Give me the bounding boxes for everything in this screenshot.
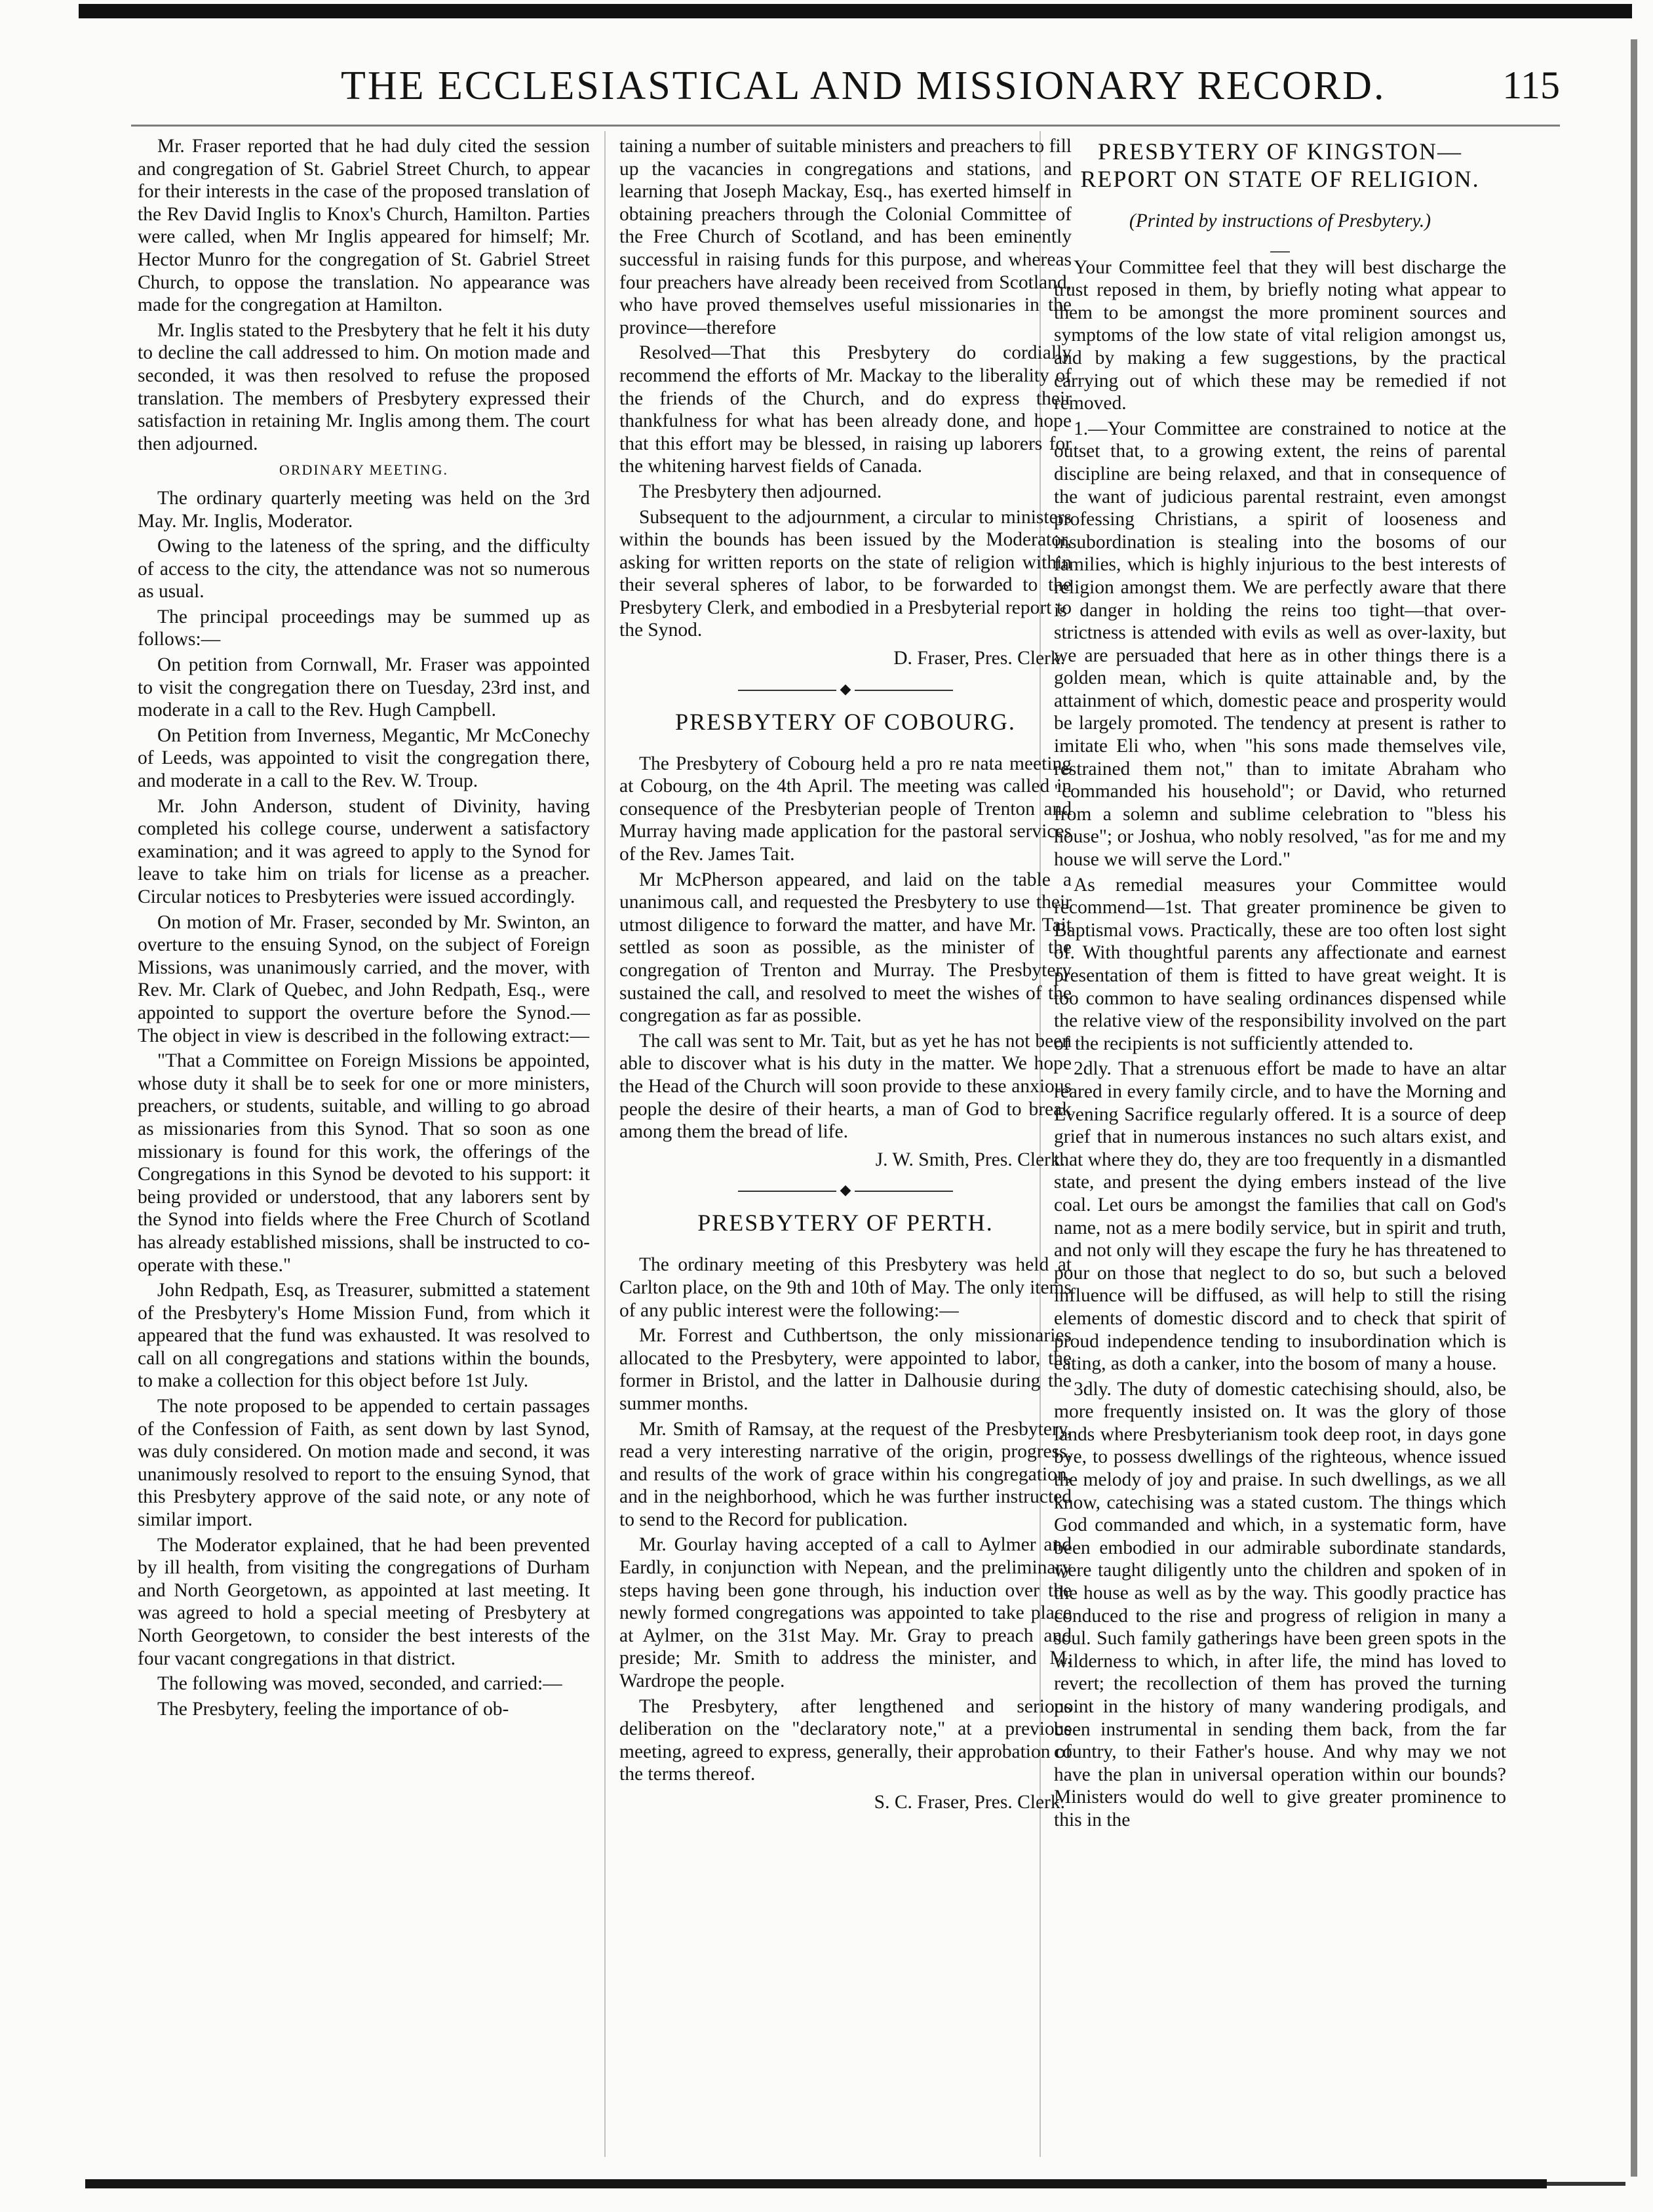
right-page-edge <box>1631 39 1637 2177</box>
short-rule: — <box>1270 239 1290 261</box>
column-left <box>138 135 590 2154</box>
paragraph: Mr. Fraser reported that he had duly cited the session and congregation of St. Gabriel Street Church, to appear for their interests in the case of the proposed translation of the Rev David Inglis to Knox's Church, Hamilton. Parties were called, when Mr Inglis appeared for himself; Mr. Hector Munro for the congregation of St. Gabriel Street Church, to oppose the translation. No appearance was made for the congregation at Hamilton. <box>138 136 590 316</box>
signature-clerk: J. W. Smith, Pres. Clerk. <box>875 1149 1065 1170</box>
quoted-extract: "That a Committee on Foreign Missions be appointed, whose duty it shall be to seek for one or more ministers, preachers, or students, suitable, and willing to go abroad as missionaries from this Synod. That so soon as one missionary is found for this work, the offerings of the Congregations in this Synod be devoted to his support: it being provided or understood, that any laborers sent by the Synod into fields where the Free Church of Scotland has already established missions, shall be instructed to co-operate with these." <box>138 1050 590 1276</box>
paragraph: The Moderator explained, that he had been prevented by ill health, from visiting the congregations of Durham and North Georgetown, as appointed at last meeting. It was agreed to hold a special meeting of Presbytery at North Georgetown, to consider the best interests of the four vacant congregations in that district. <box>138 1534 590 1669</box>
paragraph: Owing to the lateness of the spring, and the difficulty of access to the city, the attendance was not so numerous as usual. <box>138 536 590 602</box>
paragraph: Mr McPherson appeared, and laid on the table a unanimous call, and requested the Presbytery to use their utmost diligence to forward the matter, and have Mr. Tait settled as soon as possible, as the minister of the congregation of Trenton and Murray. The Presbytery sustained the call, and resolved to meet the wishes of the congregation as far as possible. <box>619 869 1072 1027</box>
heading-presbytery-cobourg: PRESBYTERY OF COBOURG. <box>675 708 1016 735</box>
paragraph: Mr. Smith of Ramsay, at the request of the Presbytery, read a very interesting narrative of the origin, progress, and results of the work of grace within his congregation, and in the neighborhood, which he was further instructed to send to the Record for publication. <box>619 1418 1072 1530</box>
heading-presbytery-perth: PRESBYTERY OF PERTH. <box>697 1210 994 1236</box>
header-rule <box>131 125 1560 127</box>
paragraph: The principal proceedings may be summed up as follows:— <box>138 606 590 650</box>
bottom-border-tail <box>1547 2182 1625 2186</box>
paragraph: On Petition from Inverness, Megantic, Mr McConechy of Leeds, was appointed to visit the congregation there, and moderate in a call to the Rev. W. Troup. <box>138 724 590 792</box>
paragraph: 2dly. That a strenuous effort be made to have an altar reared in every family circle, and to have the Morning and Evening Sacrifice regularly offered. It is a source of deep grief that in numerous instances no such altars exist, and that where they do, they are too frequently in a dismantled state, and present the dying embers instead of the live coal. Let ours be amongst the families that call on God's name, not as a mere bodily service, but in spirit and truth, and not only will they escape the fury he has threatened to pour on those that neglect to do so, but such a beloved influence will be diffused, as will help to still the rising elements of domestic discord and to check that spirit of proud independence tending to insubordination which is eating, as doth a canker, into the bosom of many a house. <box>1054 1058 1506 1375</box>
subheading-ordinary-meeting: ORDINARY MEETING. <box>279 462 449 479</box>
printed-note: (Printed by instructions of Presbytery.) <box>1129 210 1431 231</box>
paragraph: The ordinary quarterly meeting was held on the 3rd May. Mr. Inglis, Moderator. <box>138 487 590 532</box>
paragraph: The following was moved, seconded, and carried:— <box>157 1673 562 1695</box>
paragraph: On petition from Cornwall, Mr. Fraser was appointed to visit the congregation there on Tuesday, 23rd inst, and moderate in a call to the Rev. Hugh Campbell. <box>138 654 590 721</box>
page-title: THE ECCLESIASTICAL AND MISSIONARY RECORD. <box>341 64 1386 108</box>
bottom-border-bar <box>85 2179 1547 2188</box>
signature-clerk: D. Fraser, Pres. Clerk. <box>893 648 1065 669</box>
paragraph: The note proposed to be appended to certain passages of the Confession of Faith, as sent down by last Synod, was duly considered. On motion made and second, it was unanimously resolved to report to the ensuing Synod, that this Presbytery approve of the said note, or any note of similar import. <box>138 1396 590 1531</box>
paragraph: John Redpath, Esq, as Treasurer, submitted a statement of the Presbytery's Home Mission Fund, from which it appeared that the fund was exhausted. It was resolved to call on all congregations and stations within the bounds, to make a collection for this object before 1st July. <box>138 1280 590 1392</box>
paragraph: On motion of Mr. Fraser, seconded by Mr. Swinton, an overture to the ensuing Synod, on the subject of Foreign Missions, was unanimously carried, and the mover, with Rev. Mr. Clark of Quebec, and John Redpath, Esq., were appointed to support the overture before the Synod.— The object in view is described in the following extract:— <box>138 911 590 1046</box>
paragraph: The ordinary meeting of this Presbytery was held at Carlton place, on the 9th and 10th of May. The only items of any public interest were the following:— <box>619 1254 1072 1321</box>
paragraph: The Presbytery, feeling the importance of ob- <box>157 1698 509 1720</box>
column-right <box>1054 135 1506 2154</box>
paragraph: As remedial measures your Committee would recommend—1st. That greater prominence be given to Baptismal vows. Practically, these are too often lost sight of. With thoughtful parents any affectionate and earnest presentation of them is fitted to have great weight. It is too common to have sealing ordinances dispensed while the relative view of the responsibility involved on the part of the recipients is not sufficiently attended to. <box>1054 874 1506 1054</box>
paragraph: Mr. Forrest and Cuthbertson, the only missionaries allocated to the Presbytery, were appointed to labor, the former in Bristol, and the latter in Dalhousie during the summer months. <box>619 1325 1072 1414</box>
page-number: 115 <box>1502 64 1560 107</box>
paragraph: Your Committee feel that they will best discharge the trust reposed in them, by briefly noting what appear to them to be amongst the more prominent sources and symptoms of the low state of vital religion amongst us, and by making a few suggestions, by the practical carrying out of which these may be remedied if not removed. <box>1054 256 1506 414</box>
column-divider-1 <box>604 131 606 2157</box>
paragraph: The Presbytery of Cobourg held a pro re nata meeting at Cobourg, on the 4th April. The meeting was called in consequence of the Presbyterian people of Trenton and Murray having made application for the pastoral services of the Rev. James Tait. <box>619 753 1072 865</box>
paragraph: Mr. Gourlay having accepted of a call to Aylmer and Eardly, in conjunction with Nepean, and the preliminary steps having been gone through, his induction over the newly formed congregations was appointed to take place at Aylmer, on the 31st May. Mr. Gray to preach and preside; Mr. Smith to address the minister, and M. Wardrope the people. <box>619 1534 1072 1692</box>
section-separator: ◆ <box>619 1183 1072 1197</box>
paragraph: The call was sent to Mr. Tait, but as yet he has not been able to discover what is his duty in the matter. We hope the Head of the Church will soon provide to these anxious people the desire of their hearts, a man of God to break among them the bread of life. <box>619 1030 1072 1143</box>
paragraph: Resolved—That this Presbytery do cordially recommend the efforts of Mr. Mackay to the liberality of the friends of the Church, and do express their thankfulness for what has been already done, and hope that this effort may be blessed, in raising up laborers for the whitening harvest fields of Canada. <box>619 342 1072 477</box>
paragraph: The Presbytery, after lengthened and serious deliberation on the "declaratory note," at a previous meeting, agreed to express, generally, their approbation of the terms thereof. <box>619 1695 1072 1785</box>
paragraph: 3dly. The duty of domestic catechising should, also, be more frequently insisted on. It was the glory of those lands where Presbyterianism took deep root, in days gone bye, to possess dwellings of the righteous, whence issued the melody of joy and praise. In such dwellings, as we all know, catechising was a stated custom. The things which God commanded and which, in a systematic form, have been embodied in our admirable subordinate standards, were taught diligently unto the children and spoken of in the house as well as by the way. This goodly practice has conduced to the rise and progress of religion in many a soul. Such family gatherings have been green spots in the wilderness to which, in after life, the mind has loved to revert; the recollection of them has proved the turning point in the history of many wandering prodigals, and been instrumental in sending them back, from the far country, to their Father's house. And why may we not have the plan in universal operation within our bounds? Ministers would do well to give greater prominence to this in the <box>1054 1378 1506 1830</box>
section-separator: ◆ <box>619 682 1072 696</box>
paragraph: Mr. John Anderson, student of Divinity, having completed his college course, underwent a satisfactory examination; and it was agreed to apply to the Synod for leave to take him on trials for license as a preacher. Circular notices to Presbyteries were issued accordingly. <box>138 795 590 907</box>
paragraph: 1.—Your Committee are constrained to notice at the outset that, to a growing extent, the reins of parental discipline are being relaxed, and that in consequence of the want of judicious parental restraint, even amongst professing Christians, a spirit of looseness and insubordination is stealing into the bosoms of our families, which is highly injurious to the best interests of religion amongst them. We are perfectly aware that there is danger in holding the reins too tight—that over-strictness is attended with evils as well as over-laxity, but we are persuaded that here as in other things there is a golden mean, which is quite attainable and, by the attainment of which, domestic peace and prosperity would be largely promoted. The tendency at present is rather to imitate Eli who, when "his sons made themselves vile, restrained them not," than to imitate Abraham who "commanded his household"; or David, who returned from a solemn and sublime celebration to "bless his house"; or Joshua, who nobly resolved, "as for me and my house we will serve the Lord." <box>1054 418 1506 871</box>
page-header <box>131 63 1560 122</box>
paragraph: Subsequent to the adjournment, a circular to ministers within the bounds has been issued by the Moderator, asking for written reports on the state of religion within their several spheres of labor, to be forwarded to the Presbytery Clerk, and embodied in a Presbyterial report to the Synod. <box>619 506 1072 641</box>
paragraph: taining a number of suitable ministers and preachers to fill up the vacancies in congregations and stations, and learning that Joseph Mackay, Esq., has exerted himself in obtaining preachers through the Colonial Committee of the Free Church of Scotland, and has been eminently successful in raising funds for this purpose, and whereas four preachers have already been received from Scotland, who have proved themselves useful missionaries in the province—therefore <box>619 136 1072 338</box>
paragraph: The Presbytery then adjourned. <box>639 481 882 502</box>
column-middle <box>619 135 1072 2154</box>
heading-presbytery-kingston: PRESBYTERY OF KINGSTON—REPORT ON STATE OF RELIGION. <box>1080 138 1480 192</box>
top-border-bar <box>79 4 1632 18</box>
paragraph: Mr. Inglis stated to the Presbytery that he felt it his duty to decline the call addressed to him. On motion made and seconded, it was then resolved to refuse the proposed translation. The members of Presbytery expressed their satisfaction in retaining Mr. Inglis among them. The court then adjourned. <box>138 319 590 454</box>
signature-clerk: S. C. Fraser, Pres. Clerk. <box>874 1792 1065 1813</box>
